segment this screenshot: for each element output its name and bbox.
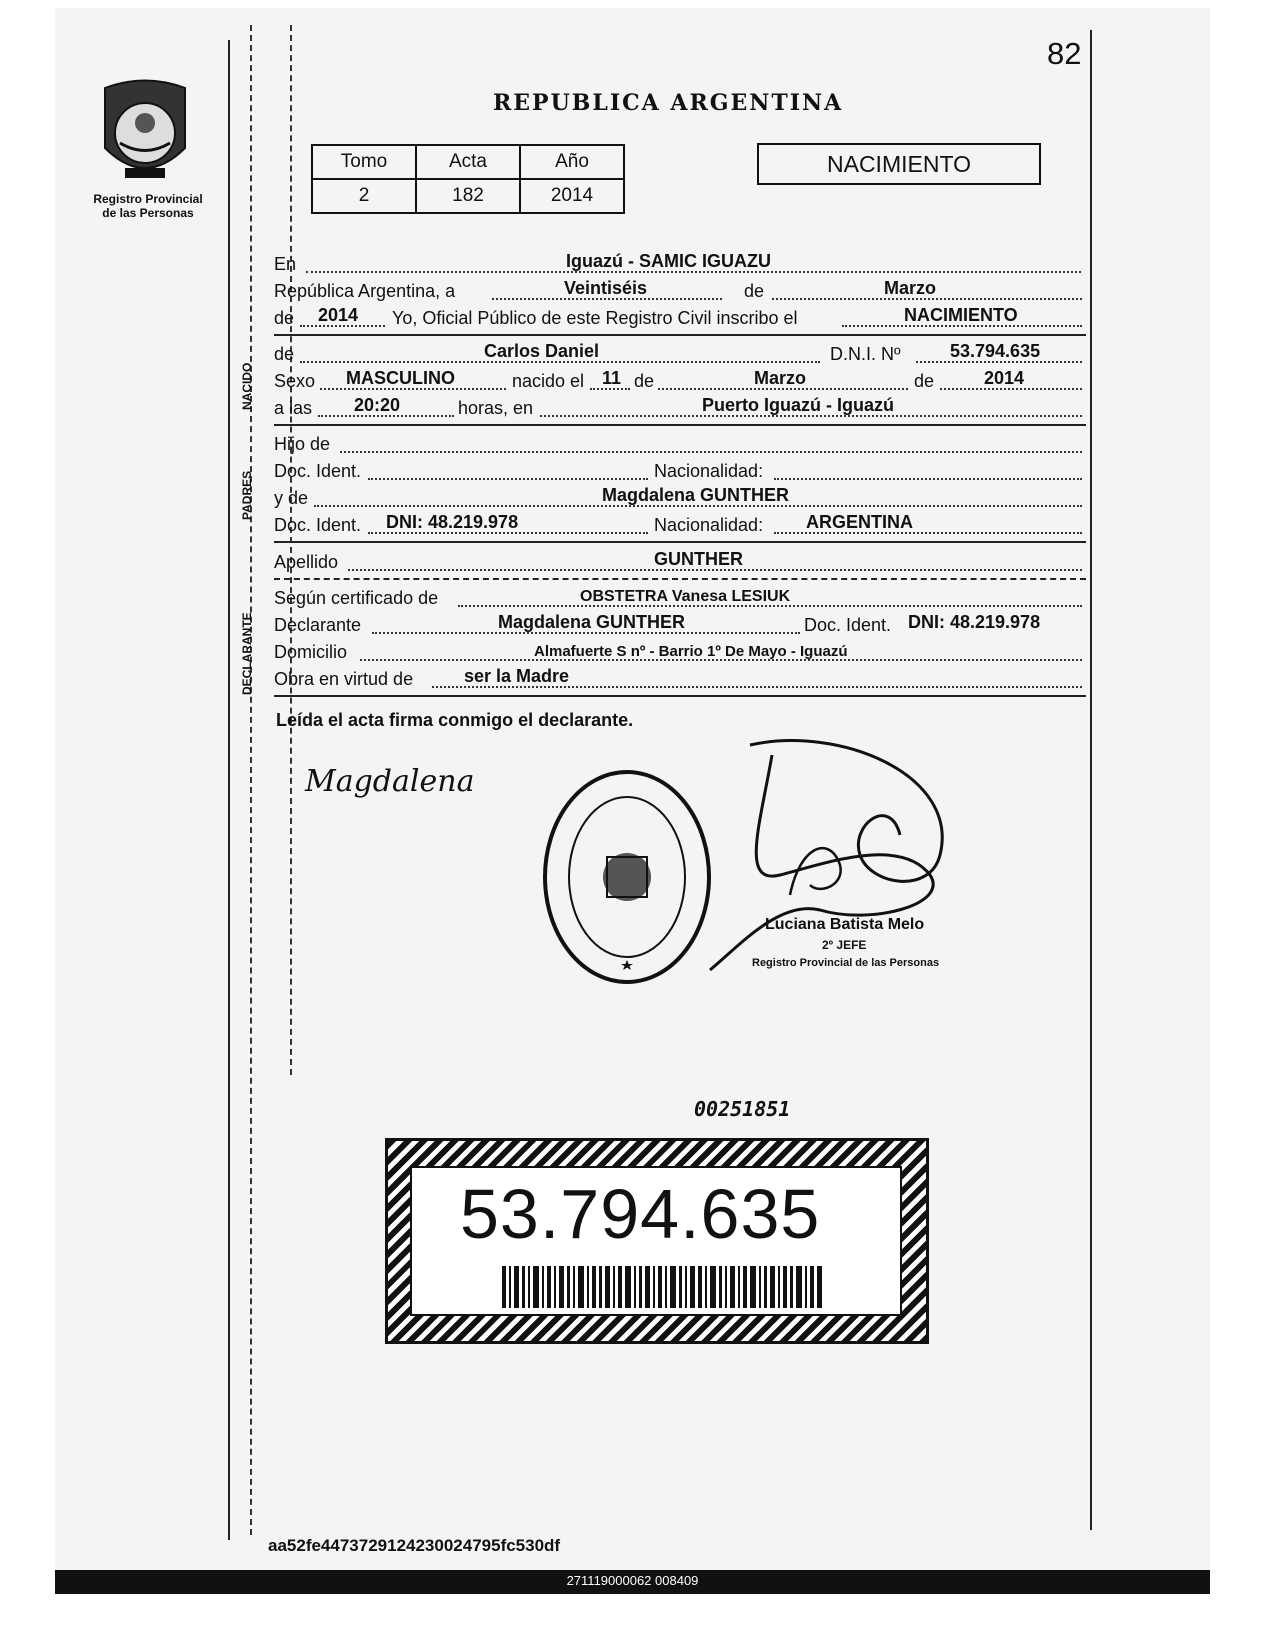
section-separator: [274, 424, 1086, 426]
row-hijo: [274, 432, 1084, 456]
sexo-value: MASCULINO: [346, 368, 455, 388]
section-separator: [274, 541, 1086, 543]
officer-role: 2º JEFE: [822, 938, 867, 952]
en-label: En: [274, 254, 297, 274]
province-seal-icon: [95, 78, 195, 188]
declarante-value: Magdalena GUNTHER: [498, 612, 686, 632]
section-separator: [274, 334, 1086, 336]
nombre-value: Carlos Daniel: [484, 341, 600, 361]
madre-value: Magdalena GUNTHER: [602, 485, 790, 505]
nac-mes: Marzo: [754, 368, 807, 388]
row-madre: [274, 486, 1084, 510]
anio-value: 2014: [520, 179, 624, 213]
dia-value: Veintiséis: [564, 278, 648, 298]
dni-value: 53.794.635: [950, 341, 1041, 361]
section-separator: [274, 695, 1086, 697]
padres-section-label: PADRES: [240, 470, 254, 520]
registry-caption-line1: Registro Provincial: [93, 192, 203, 206]
serial-number: 00251851: [694, 1097, 791, 1121]
margin-dash-line: [250, 25, 252, 1535]
section-separator: [274, 578, 1086, 580]
nac-anio: 2014: [984, 368, 1025, 388]
delegation-stamp-icon: [535, 765, 720, 990]
doc3-value: DNI: 48.219.978: [908, 612, 1041, 632]
yde-label: y de: [274, 488, 309, 508]
declarante-section-label: DECLARANTE: [240, 612, 254, 695]
de5-label: de: [914, 371, 935, 391]
anio-header: Año: [520, 145, 624, 179]
id-number-label: [385, 1138, 929, 1344]
document-hash: aa52fe4473729124230024795fc530df: [268, 1536, 561, 1555]
footer-bar: [55, 1570, 1210, 1594]
barcode-icon: [502, 1266, 822, 1308]
doc2-label: Doc. Ident.: [274, 515, 362, 535]
row-declarante: [274, 613, 1084, 637]
id-label-inner: [410, 1166, 902, 1316]
nac1-label: Nacionalidad:: [654, 461, 764, 481]
declarante-label: Declarante: [274, 615, 362, 635]
acta-value: 182: [416, 179, 520, 213]
nacido-section-label: NACIDO: [240, 362, 254, 410]
registry-caption-line2: de las Personas: [102, 206, 194, 220]
obra-label: Obra en virtud de: [274, 669, 414, 689]
id-label-number: 53.794.635: [460, 1175, 821, 1253]
de-label: de: [744, 281, 765, 301]
en-value: Iguazú - SAMIC IGUAZU: [566, 251, 771, 271]
row-nombre: [274, 342, 1084, 366]
oficial-text: Yo, Oficial Público de este Registro Civil inscribo el: [392, 308, 798, 328]
registry-table: [311, 144, 625, 214]
alas-label: a las: [274, 398, 313, 418]
dni-label: D.N.I. Nº: [830, 344, 901, 364]
record-type-box: NACIMIENTO: [757, 143, 1041, 185]
apellido-label: Apellido: [274, 552, 339, 572]
closing-statement: Leída el acta firma conmigo el declarante.: [276, 710, 634, 730]
row-hora: [274, 396, 1084, 420]
officer-name: Luciana Batista Melo: [765, 916, 925, 933]
doc1-label: Doc. Ident.: [274, 461, 362, 481]
doc3-label: Doc. Ident.: [804, 615, 892, 635]
document-title: REPUBLICA ARGENTINA: [493, 90, 844, 116]
de4-label: de: [634, 371, 655, 391]
horas-label: horas, en: [458, 398, 534, 418]
hora-value: 20:20: [354, 395, 401, 415]
certificado-label: Según certificado de: [274, 588, 439, 608]
officer-signature-icon: [700, 735, 980, 995]
row-anio: [274, 306, 1084, 330]
right-margin-line: [1090, 30, 1092, 1530]
row-doc1: [274, 459, 1084, 483]
tomo-header: Tomo: [312, 145, 416, 179]
row-domicilio: [274, 640, 1084, 664]
officer-organization: Registro Provincial de las Personas: [752, 957, 940, 969]
nac-dia: 11: [602, 368, 622, 388]
republica-label: República Argentina, a: [274, 281, 456, 301]
lugar-value: Puerto Iguazú - Iguazú: [702, 395, 894, 415]
mes-value: Marzo: [884, 278, 937, 298]
footer-code: 271119000062 008409: [566, 1573, 699, 1588]
row-en: [274, 252, 1084, 276]
acta-header: Acta: [416, 145, 520, 179]
nac2-value: ARGENTINA: [806, 512, 913, 532]
sexo-label: Sexo: [274, 371, 316, 391]
domicilio-label: Domicilio: [274, 642, 348, 662]
nac2-label: Nacionalidad:: [654, 515, 764, 535]
apellido-value: GUNTHER: [654, 549, 743, 569]
hijo-label: Hijo de: [274, 434, 331, 454]
row-sexo: [274, 369, 1084, 393]
de2-label: de: [274, 308, 295, 328]
anio-value: 2014: [318, 305, 359, 325]
page-number: 82: [1047, 36, 1082, 71]
tipo-value: NACIMIENTO: [904, 305, 1018, 325]
obra-value: ser la Madre: [464, 666, 570, 686]
row-apellido: [274, 550, 1084, 574]
tomo-value: 2: [312, 179, 416, 213]
row-certificado: [274, 586, 1084, 610]
certificado-value: OBSTETRA Vanesa LESIUK: [580, 588, 791, 605]
declarant-signature: Magdalena: [305, 764, 475, 799]
de3-label: de: [274, 344, 295, 364]
row-obra: [274, 667, 1084, 691]
registry-caption: [78, 192, 218, 220]
row-doc2: [274, 513, 1084, 537]
nacido-label: nacido el: [512, 371, 585, 391]
row-republica: [274, 279, 1084, 303]
margin-solid-line: [228, 40, 230, 1540]
doc2-value: DNI: 48.219.978: [386, 512, 519, 532]
domicilio-value: Almafuerte S nº - Barrio 1º De Mayo - Iguazú: [534, 643, 848, 660]
